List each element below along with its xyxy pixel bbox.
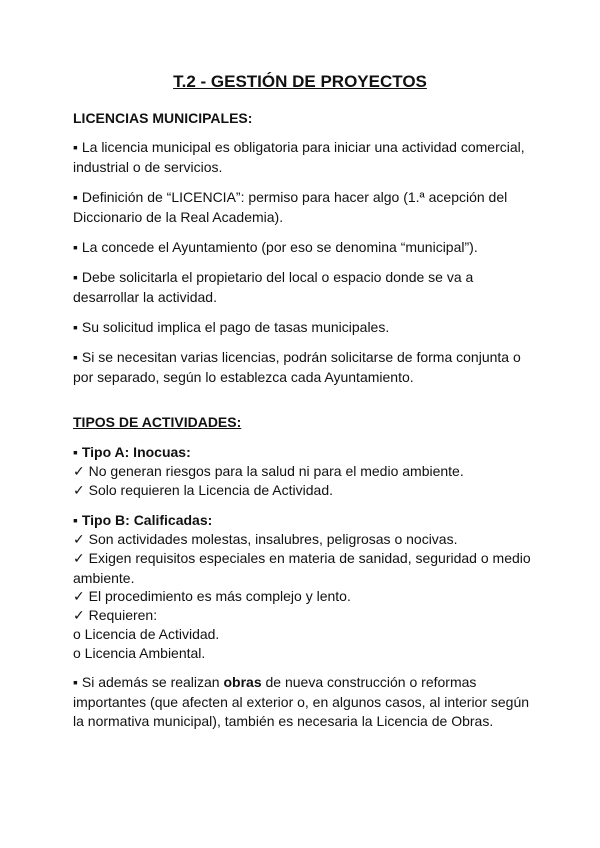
obras-paragraph (73, 673, 533, 732)
tipo-a-line-2: ✓ Solo requieren la Licencia de Actividad. (73, 482, 333, 498)
tipo-b-line-6: o Licencia Ambiental. (73, 645, 206, 661)
tipo-b-heading: ▪ Tipo B: Calificadas: (73, 512, 213, 528)
licencia-item-3: ▪ La concede el Ayuntamiento (por eso se denomina “municipal”). (73, 239, 478, 255)
tipo-b-line-3: ✓ El procedimiento es más complejo y lento. (73, 588, 351, 604)
tipos-heading: TIPOS DE ACTIVIDADES: (73, 414, 242, 430)
obras-pre: ▪ Si además se realizan (73, 674, 224, 690)
licencia-item-4: ▪ Debe solicitarla el propietario del local o espacio donde se va a desarrollar la actividad. (73, 269, 474, 305)
licencia-item-2: ▪ Definición de “LICENCIA”: permiso para hacer algo (1.ª acepción del Diccionario de la Real Academia). (73, 189, 508, 225)
tipo-a-heading: ▪ Tipo A: Inocuas: (73, 444, 191, 460)
page-title: T.2 - GESTIÓN DE PROYECTOS (173, 72, 427, 91)
obras-bold: obras (223, 674, 262, 690)
licencias-heading: LICENCIAS MUNICIPALES: (73, 110, 253, 126)
tipo-b-line-2: ✓ Exigen requisitos especiales en materia de sanidad, seguridad o medio ambiente. (73, 550, 531, 586)
licencia-item-1: ▪ La licencia municipal es obligatoria para iniciar una actividad comercial, industrial o de servicios. (73, 139, 525, 175)
tipo-b-line-1: ✓ Son actividades molestas, insalubres, peligrosas o nocivas. (73, 531, 458, 547)
tipo-a-line-1: ✓ No generan riesgos para la salud ni para el medio ambiente. (73, 463, 464, 479)
obras-post: de nueva construcción o reformas importantes (que afecten al exterior o, en algunos casos, al interior según la normativa municipal), también es necesaria la Licencia de Obras. (73, 674, 530, 729)
licencia-item-5: ▪ Su solicitud implica el pago de tasas municipales. (73, 319, 390, 335)
tipo-b-line-4: ✓ Requieren: (73, 607, 158, 623)
tipo-b-line-5: o Licencia de Actividad. (73, 626, 220, 642)
licencia-item-6: ▪ Si se necesitan varias licencias, podrán solicitarse de forma conjunta o por separado, según lo establezca cada Ayuntamiento. (73, 349, 521, 385)
